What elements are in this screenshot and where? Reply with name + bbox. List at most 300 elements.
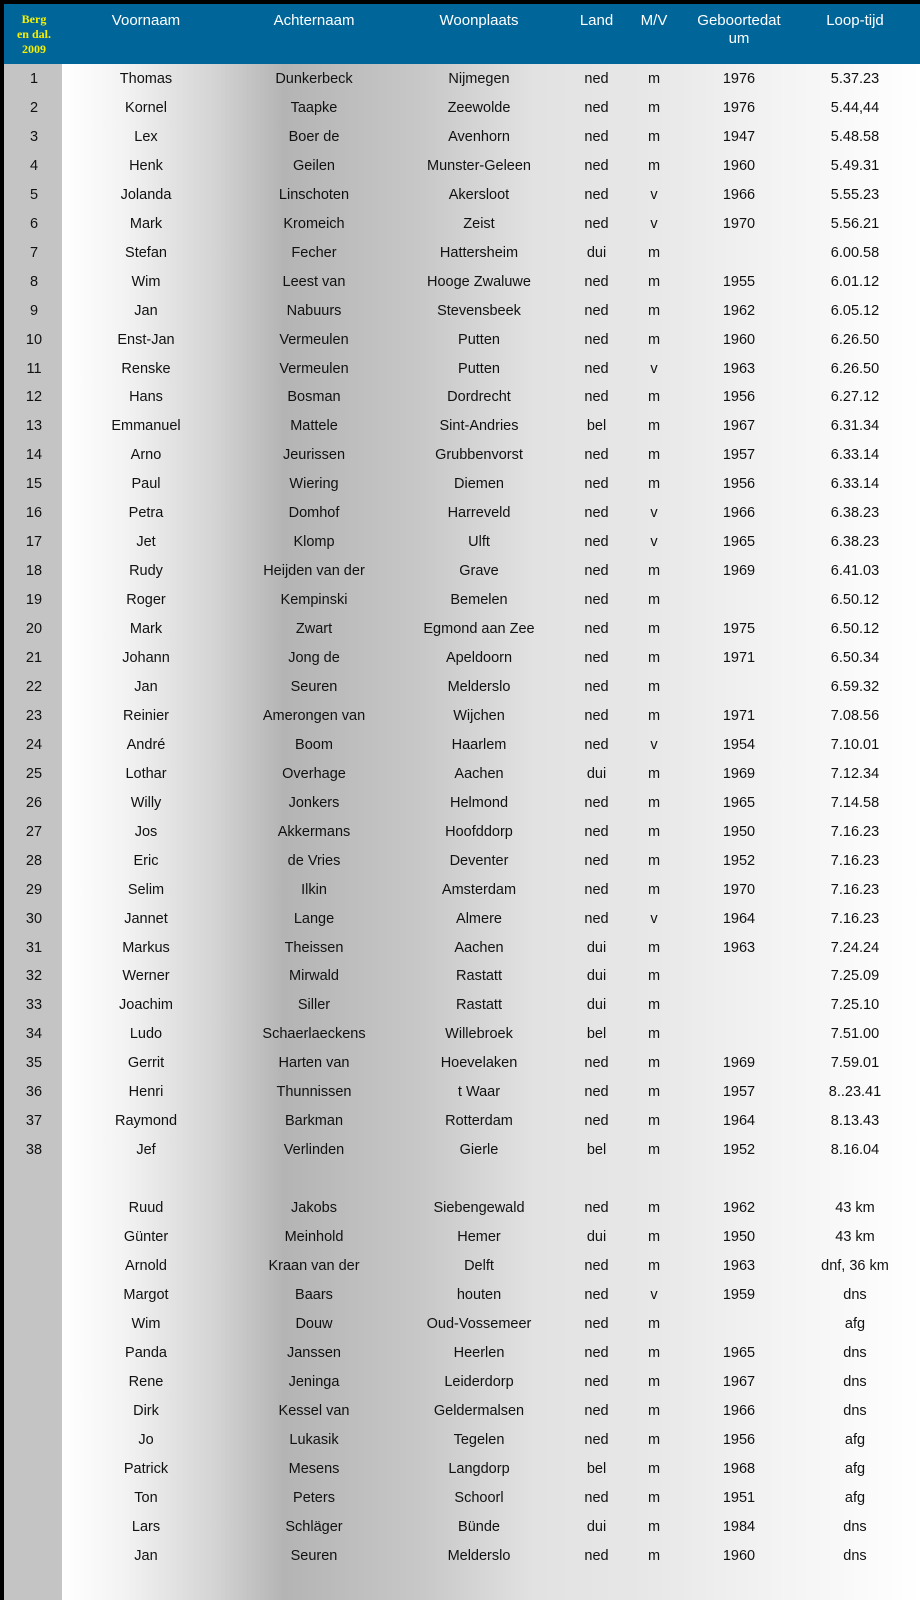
cell-geboortedatum: 1951 xyxy=(722,1489,756,1506)
table-row xyxy=(4,238,920,267)
cell-achternaam: Lange xyxy=(293,910,335,927)
cell-achternaam: Overhage xyxy=(282,765,346,782)
cell-voornaam: Rene xyxy=(128,1373,164,1390)
cell-rank: 1 xyxy=(29,71,39,87)
cell-voornaam: Lothar xyxy=(125,765,167,782)
cell-mv: m xyxy=(647,389,661,406)
cell-woonplaats: Bemelen xyxy=(450,592,508,609)
cell-woonplaats: Akersloot xyxy=(448,186,510,203)
cell-achternaam: Harten van xyxy=(278,1055,350,1072)
cell-achternaam: Kempinski xyxy=(280,592,348,609)
cell-mv: m xyxy=(647,1402,661,1419)
cell-achternaam: Barkman xyxy=(284,1113,344,1130)
table-row xyxy=(4,643,920,672)
table-row-non-finisher xyxy=(4,1396,920,1425)
cell-voornaam: Patrick xyxy=(123,1460,169,1477)
table-row xyxy=(4,759,920,788)
cell-mv: m xyxy=(647,1518,661,1535)
cell-geboortedatum: 1954 xyxy=(722,736,756,753)
cell-geboortedatum: 1966 xyxy=(722,186,756,203)
cell-rank: 8 xyxy=(29,273,39,290)
cell-land: ned xyxy=(584,1200,609,1217)
cell-mv: m xyxy=(647,563,661,580)
table-row xyxy=(4,904,920,933)
cell-rank: 9 xyxy=(29,302,39,319)
cell-rank: 7 xyxy=(29,244,39,261)
cell-achternaam: Lukasik xyxy=(289,1431,339,1448)
cell-land: ned xyxy=(584,1431,609,1448)
cell-mv: v xyxy=(650,910,658,927)
cell-woonplaats: Hemer xyxy=(457,1229,501,1246)
cell-land: ned xyxy=(584,128,609,145)
cell-achternaam: Mesens xyxy=(288,1460,340,1477)
cell-geboortedatum: 1984 xyxy=(722,1518,756,1535)
cell-mv: v xyxy=(650,1286,658,1303)
cell-geboortedatum: 1963 xyxy=(722,360,756,377)
cell-land: ned xyxy=(584,881,609,898)
cell-land: ned xyxy=(584,823,609,840)
cell-geboortedatum: 1964 xyxy=(722,1113,756,1130)
cell-voornaam: Roger xyxy=(126,592,166,609)
cell-woonplaats: Dordrecht xyxy=(447,389,511,406)
cell-achternaam: Kessel van xyxy=(278,1402,350,1419)
cell-land: ned xyxy=(584,302,609,319)
cell-woonplaats: Hoofddorp xyxy=(445,823,513,840)
cell-looptijd: 7.16.23 xyxy=(830,910,880,927)
cell-woonplaats: Bünde xyxy=(458,1518,500,1535)
cell-looptijd: dns xyxy=(843,1373,867,1390)
cell-looptijd: 5.56.21 xyxy=(830,215,880,232)
table-row-non-finisher xyxy=(4,1483,920,1512)
cell-rank: 14 xyxy=(25,447,43,464)
table-row xyxy=(4,122,920,151)
cell-looptijd: dns xyxy=(843,1547,867,1564)
cell-achternaam: Thunnissen xyxy=(276,1084,352,1101)
cell-voornaam: Ruud xyxy=(128,1200,164,1217)
table-row xyxy=(4,1048,920,1077)
cell-voornaam: Jo xyxy=(138,1431,154,1448)
cell-looptijd: 6.50.34 xyxy=(830,650,880,666)
cell-rank: 20 xyxy=(25,621,43,638)
cell-looptijd: 6.33.14 xyxy=(830,447,880,464)
cell-mv: m xyxy=(647,765,661,782)
cell-looptijd: dnf, 36 km xyxy=(821,1258,889,1274)
cell-land: ned xyxy=(584,1489,609,1506)
cell-geboortedatum: 1960 xyxy=(722,331,756,348)
cell-mv: m xyxy=(647,331,661,348)
cell-woonplaats: Grave xyxy=(459,563,499,580)
table-row xyxy=(4,788,920,817)
cell-voornaam: Joachim xyxy=(119,997,173,1014)
cell-voornaam: Henri xyxy=(128,1084,164,1101)
cell-geboortedatum xyxy=(672,966,806,986)
cell-achternaam: Leest van xyxy=(282,273,346,290)
cell-geboortedatum: 1950 xyxy=(722,823,756,840)
cell-looptijd: 6.27.12 xyxy=(830,389,880,406)
cell-mv: m xyxy=(647,1142,661,1159)
cell-geboortedatum: 1969 xyxy=(722,563,756,580)
cell-woonplaats: Deventer xyxy=(449,852,509,869)
cell-achternaam: Janssen xyxy=(286,1344,341,1361)
cell-achternaam: Siller xyxy=(297,997,331,1014)
cell-achternaam: Mattele xyxy=(290,418,338,435)
cell-achternaam: Fecher xyxy=(291,244,337,261)
cell-looptijd: 7.51.00 xyxy=(830,1026,880,1043)
column-header-woonplaats: Woonplaats xyxy=(439,12,519,29)
event-title-line-2: en dal. xyxy=(16,27,51,41)
table-row xyxy=(4,614,920,643)
cell-geboortedatum xyxy=(672,1024,806,1044)
cell-achternaam: Dunkerbeck xyxy=(275,71,353,87)
table-row xyxy=(4,961,920,990)
cell-rank xyxy=(14,1256,54,1276)
cell-achternaam: Klomp xyxy=(293,534,335,551)
cell-looptijd: 7.25.09 xyxy=(830,968,880,985)
cell-geboortedatum: 1976 xyxy=(722,99,756,116)
cell-land: ned xyxy=(584,273,609,290)
cell-rank: 25 xyxy=(25,765,43,782)
cell-land: ned xyxy=(584,650,609,666)
cell-land: bel xyxy=(586,1142,607,1159)
column-header-land: Land xyxy=(579,12,614,29)
cell-woonplaats: Apeldoorn xyxy=(445,650,513,666)
table-row xyxy=(4,701,920,730)
cell-rank xyxy=(14,1546,54,1566)
cell-geboortedatum: 1955 xyxy=(722,273,756,290)
cell-mv: m xyxy=(647,1026,661,1043)
cell-woonplaats: Hoevelaken xyxy=(440,1055,518,1072)
cell-looptijd: 6.26.50 xyxy=(830,331,880,348)
cell-rank: 29 xyxy=(25,881,43,898)
cell-mv: v xyxy=(650,360,658,377)
cell-rank: 38 xyxy=(25,1142,43,1159)
table-row xyxy=(4,440,920,469)
cell-looptijd: 5.37.23 xyxy=(830,71,880,87)
cell-land: ned xyxy=(584,563,609,580)
cell-land: dui xyxy=(586,1518,607,1535)
cell-woonplaats: Diemen xyxy=(454,476,504,493)
cell-achternaam: Jeninga xyxy=(288,1373,340,1390)
table-row xyxy=(4,1019,920,1048)
cell-woonplaats: Rotterdam xyxy=(445,1113,513,1130)
cell-land: ned xyxy=(584,1258,609,1274)
cell-voornaam: Panda xyxy=(125,1344,167,1361)
cell-achternaam: Kromeich xyxy=(283,215,345,232)
cell-woonplaats: Zeist xyxy=(463,215,495,232)
cell-land: ned xyxy=(584,186,609,203)
column-header-geboortedatum: Geboortedat um xyxy=(697,12,781,47)
cell-voornaam: Ludo xyxy=(129,1026,163,1043)
cell-geboortedatum: 1957 xyxy=(722,1084,756,1101)
cell-rank xyxy=(14,1430,54,1450)
cell-geboortedatum: 1960 xyxy=(722,1547,756,1564)
cell-mv: v xyxy=(650,534,658,551)
cell-achternaam: Schaerlaeckens xyxy=(262,1026,366,1043)
event-title-line-3: 2009 xyxy=(22,42,46,56)
cell-woonplaats: Avenhorn xyxy=(448,128,510,145)
table-row xyxy=(4,933,920,962)
cell-looptijd: afg xyxy=(844,1489,866,1506)
cell-land: ned xyxy=(584,852,609,869)
cell-land: ned xyxy=(584,505,609,522)
cell-geboortedatum: 1962 xyxy=(722,302,756,319)
cell-woonplaats: Aachen xyxy=(454,765,504,782)
cell-land: ned xyxy=(584,1547,609,1564)
cell-looptijd: 6.41.03 xyxy=(830,563,880,580)
cell-achternaam: Meinhold xyxy=(284,1229,344,1246)
cell-mv: m xyxy=(647,1373,661,1390)
cell-achternaam: Mirwald xyxy=(289,968,339,985)
cell-mv: m xyxy=(647,968,661,985)
table-row-non-finisher xyxy=(4,1193,920,1222)
cell-mv: m xyxy=(647,1055,661,1072)
cell-mv: m xyxy=(647,71,661,87)
table-row-non-finisher xyxy=(4,1425,920,1454)
column-header-mv: M/V xyxy=(640,12,668,29)
table-row xyxy=(4,1135,920,1164)
cell-geboortedatum: 1968 xyxy=(722,1460,756,1477)
cell-woonplaats: Willebroek xyxy=(445,1026,513,1043)
cell-voornaam: Johann xyxy=(122,650,170,666)
table-row xyxy=(4,209,920,238)
cell-rank: 13 xyxy=(25,418,43,435)
cell-geboortedatum: 1947 xyxy=(722,128,756,145)
cell-mv: m xyxy=(647,621,661,638)
cell-mv: m xyxy=(647,273,661,290)
cell-woonplaats: t Waar xyxy=(457,1084,501,1101)
cell-rank: 19 xyxy=(25,592,43,609)
cell-achternaam: Douw xyxy=(295,1315,333,1332)
cell-looptijd: 6.50.12 xyxy=(830,621,880,638)
cell-land: ned xyxy=(584,1055,609,1072)
cell-looptijd: 6.59.32 xyxy=(830,678,880,695)
cell-woonplaats: Hooge Zwaluwe xyxy=(427,273,531,290)
cell-looptijd: 6.00.58 xyxy=(830,244,880,261)
cell-voornaam: Rudy xyxy=(129,563,163,580)
cell-rank: 30 xyxy=(25,910,43,927)
cell-geboortedatum: 1952 xyxy=(722,1142,756,1159)
cell-woonplaats: Siebengewald xyxy=(433,1200,525,1217)
cell-land: ned xyxy=(584,592,609,609)
cell-geboortedatum: 1963 xyxy=(722,1258,756,1274)
cell-woonplaats: Munster-Geleen xyxy=(427,157,531,174)
cell-voornaam: Henk xyxy=(129,157,163,174)
cell-voornaam: Selim xyxy=(127,881,165,898)
cell-land: ned xyxy=(584,1344,609,1361)
cell-looptijd: 7.10.01 xyxy=(830,736,880,753)
cell-rank: 32 xyxy=(25,968,43,985)
table-row-non-finisher xyxy=(4,1280,920,1309)
cell-geboortedatum: 1956 xyxy=(722,476,756,493)
table-row xyxy=(4,180,920,209)
cell-geboortedatum: 1969 xyxy=(722,765,756,782)
table-row xyxy=(4,846,920,875)
cell-voornaam: Wim xyxy=(131,273,161,290)
cell-looptijd: 6.38.23 xyxy=(830,505,880,522)
cell-woonplaats: Tegelen xyxy=(453,1431,505,1448)
cell-voornaam: Enst-Jan xyxy=(117,331,175,348)
cell-land: ned xyxy=(584,389,609,406)
cell-woonplaats: Almere xyxy=(456,910,502,927)
cell-looptijd: 6.50.12 xyxy=(830,592,880,609)
cell-looptijd: 6.05.12 xyxy=(830,302,880,319)
cell-voornaam: Jan xyxy=(134,302,158,319)
cell-mv: m xyxy=(647,157,661,174)
cell-looptijd: dns xyxy=(843,1344,867,1361)
cell-rank xyxy=(14,1459,54,1479)
cell-geboortedatum: 1975 xyxy=(722,621,756,638)
cell-mv: m xyxy=(647,1315,661,1332)
cell-woonplaats: Amsterdam xyxy=(441,881,517,898)
cell-voornaam: Ton xyxy=(134,1489,158,1506)
cell-looptijd: 6.01.12 xyxy=(830,273,880,290)
cell-achternaam: Linschoten xyxy=(278,186,350,203)
cell-achternaam: Peters xyxy=(293,1489,335,1506)
cell-achternaam: Zwart xyxy=(295,621,333,638)
cell-mv: m xyxy=(647,476,661,493)
cell-mv: m xyxy=(647,1547,661,1564)
cell-mv: m xyxy=(647,302,661,319)
table-row xyxy=(4,1077,920,1106)
table-row xyxy=(4,556,920,585)
cell-geboortedatum: 1963 xyxy=(722,939,756,956)
cell-mv: m xyxy=(647,1344,661,1361)
cell-woonplaats: Rastatt xyxy=(456,968,502,985)
cell-mv: m xyxy=(647,99,661,116)
cell-looptijd: 6.26.50 xyxy=(830,360,880,377)
cell-woonplaats: Delft xyxy=(464,1258,494,1274)
cell-looptijd: 43 km xyxy=(835,1229,875,1246)
cell-woonplaats: Stevensbeek xyxy=(437,302,521,319)
cell-voornaam: Kornel xyxy=(125,99,167,116)
table-row-non-finisher xyxy=(4,1222,920,1251)
cell-voornaam: Markus xyxy=(122,939,170,956)
cell-rank: 23 xyxy=(25,707,43,724)
cell-rank xyxy=(14,1401,54,1421)
cell-rank xyxy=(14,1314,54,1334)
cell-rank: 2 xyxy=(29,99,39,116)
cell-woonplaats: Nijmegen xyxy=(448,71,510,87)
column-header-achternaam: Achternaam xyxy=(273,12,355,29)
cell-voornaam: Willy xyxy=(130,794,162,811)
cell-mv: m xyxy=(647,1460,661,1477)
cell-rank: 18 xyxy=(25,563,43,580)
column-header-looptijd: Loop-tijd xyxy=(826,12,884,29)
cell-rank: 27 xyxy=(25,823,43,840)
cell-rank: 35 xyxy=(25,1055,43,1072)
cell-land: ned xyxy=(584,794,609,811)
cell-geboortedatum: 1956 xyxy=(722,389,756,406)
cell-looptijd: 5.48.58 xyxy=(830,128,880,145)
cell-voornaam: Arnold xyxy=(125,1258,167,1274)
cell-mv: m xyxy=(647,852,661,869)
cell-rank: 17 xyxy=(25,534,43,551)
cell-mv: v xyxy=(650,215,658,232)
cell-voornaam: Mark xyxy=(129,621,163,638)
cell-woonplaats: Gierle xyxy=(459,1142,499,1159)
cell-voornaam: Jef xyxy=(136,1142,156,1159)
cell-rank: 34 xyxy=(25,1026,43,1043)
cell-rank: 12 xyxy=(25,389,43,406)
cell-achternaam: Domhof xyxy=(288,505,340,522)
cell-rank: 28 xyxy=(25,852,43,869)
cell-geboortedatum: 1965 xyxy=(722,1344,756,1361)
cell-geboortedatum: 1950 xyxy=(722,1229,756,1246)
cell-woonplaats: Hattersheim xyxy=(439,244,519,261)
cell-voornaam: Hans xyxy=(129,389,163,406)
cell-voornaam: Jolanda xyxy=(120,186,172,203)
cell-mv: m xyxy=(647,1084,661,1101)
cell-mv: m xyxy=(647,823,661,840)
cell-voornaam: Wim xyxy=(131,1315,161,1332)
cell-geboortedatum xyxy=(672,243,806,263)
cell-woonplaats: Melderslo xyxy=(447,1547,511,1564)
cell-woonplaats: Haarlem xyxy=(451,736,507,753)
cell-achternaam: Vermeulen xyxy=(279,331,349,348)
cell-looptijd: dns xyxy=(843,1518,867,1535)
cell-land: ned xyxy=(584,1113,609,1130)
cell-woonplaats: Grubbenvorst xyxy=(435,447,523,464)
cell-voornaam: Margot xyxy=(123,1286,169,1303)
cell-voornaam: Jan xyxy=(134,678,158,695)
cell-land: ned xyxy=(584,157,609,174)
cell-land: ned xyxy=(584,1315,609,1332)
table-row xyxy=(4,325,920,354)
cell-voornaam: Mark xyxy=(129,215,163,232)
cell-voornaam: Raymond xyxy=(114,1113,178,1130)
table-row-non-finisher xyxy=(4,1338,920,1367)
column-header-voornaam: Voornaam xyxy=(111,12,181,29)
cell-looptijd: 6.38.23 xyxy=(830,534,880,551)
cell-achternaam: Jong de xyxy=(288,650,340,666)
cell-looptijd: 8..23.41 xyxy=(828,1084,882,1101)
cell-geboortedatum: 1964 xyxy=(722,910,756,927)
cell-achternaam: Vermeulen xyxy=(279,360,349,377)
cell-looptijd: 7.12.34 xyxy=(830,765,880,782)
table-row xyxy=(4,817,920,846)
cell-achternaam: Bosman xyxy=(287,389,341,406)
event-title xyxy=(10,12,58,57)
cell-looptijd: dns xyxy=(843,1402,867,1419)
cell-woonplaats: Ulft xyxy=(468,534,490,551)
cell-achternaam: Boom xyxy=(295,736,333,753)
cell-land: ned xyxy=(584,71,609,87)
cell-achternaam: Akkermans xyxy=(277,823,351,840)
cell-voornaam: Lex xyxy=(134,128,158,145)
table-row xyxy=(4,498,920,527)
cell-land: ned xyxy=(584,707,609,724)
cell-mv: m xyxy=(647,794,661,811)
cell-rank: 33 xyxy=(25,997,43,1014)
table-row-non-finisher xyxy=(4,1251,920,1280)
cell-woonplaats: Oud-Vossemeer xyxy=(426,1315,532,1332)
cell-achternaam: Kraan van der xyxy=(268,1258,360,1274)
cell-land: bel xyxy=(586,1026,607,1043)
cell-looptijd: 8.16.04 xyxy=(830,1142,880,1159)
cell-voornaam: Emmanuel xyxy=(111,418,181,435)
table-row xyxy=(4,585,920,614)
cell-land: ned xyxy=(584,476,609,493)
cell-land: ned xyxy=(584,99,609,116)
cell-achternaam: Ilkin xyxy=(301,881,327,898)
cell-mv: m xyxy=(647,650,661,666)
cell-looptijd: afg xyxy=(844,1315,866,1332)
cell-woonplaats: Harreveld xyxy=(447,505,511,522)
cell-geboortedatum: 1956 xyxy=(722,1431,756,1448)
cell-land: ned xyxy=(584,360,609,377)
table-row xyxy=(4,672,920,701)
table-row xyxy=(4,875,920,904)
